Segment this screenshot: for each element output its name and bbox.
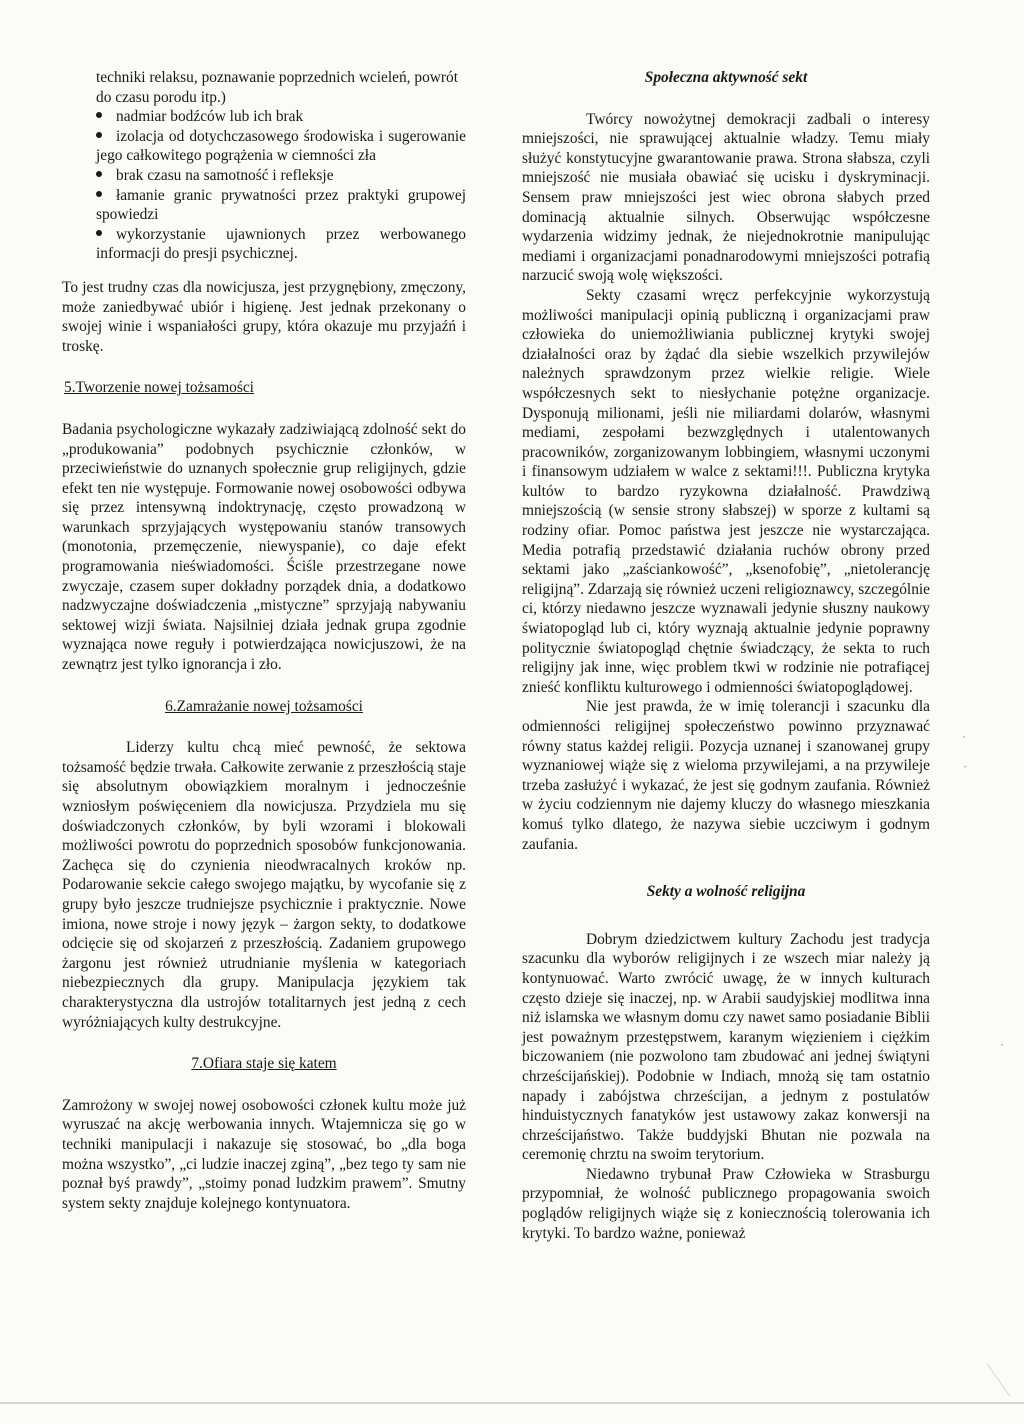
right-column xyxy=(522,68,930,1243)
manipulation-bullet-list xyxy=(96,107,466,264)
paragraph-sects-manipulation: Sekty czasami wręcz perfekcyjnie wykorzystują możliwości manipulacji opinią publiczną i organizacjami praw człowieka do uniemożliwiania publicznej krytyki swojej działalności oraz by żądać dla siebie wszelkich przywilejów należnych sprawdzonym przez wielkie religie. Wiele współczesnych sekt to niesłychanie potężne organizacje. Dysponują milionami, jeśli nie miliardami dolarów, własnymi mediami, zespołami bezwzględnych i utalentowanych pracowników, zorganizowanym lobbingiem, własnymi uczonymi i finansowym udziałem w walce z sektami!!!. Publiczna krytyka kultów to bardzo ryzykowna działalność. Prawdziwą mniejszością (w sensie strony słabszej) w sporze z kultami są rodziny ofiar. Pomoc państwa jest jeszcze nie wystarczająca. Media potrafią przedstawić działania ruchów obrony przed sektami jako „zaściankowość”, „ksenofobię”, „nietolerancję religijną”. Zdarzają się również uczeni religioznawcy, szczególnie ci, którzy niedawno jeszcze wyznawali jedynie słuszny naukowy światopogląd lub ci, który wyznają aktualnie jedynie poprawny politycznie światopogląd chętnie świadczący, że sekta to ruch religijny jak inne, więc problem tkwi w rodzinie nie potrafiącej znieść konfliktu kulturowego i odmienności światopoglądowej. xyxy=(522,286,930,696)
paragraph-freezing-identity: Liderzy kultu chcą mieć pewność, że sektowa tożsamość będzie trwała. Całkowite zerwanie z przeszłością staje się absolutnym obowiązkiem moralnym i jednocześnie wzniosłym poświęceniem dla nowicjusza. Przydziela mu się doświadczonych członków, by byli wzorami i blokowali możliwości powrotu do poprzednich sposobów funkcjonowania. Zachęca się do czynienia nieodwracalnych kroków np. Podarowanie sekcie całego swojego majątku, by wycofanie się z grupy było jeszcze trudniejsze psychicznie i praktycznie. Nowe imiona, nowe stroje i nowy język – żargon sekty, to dodatkowe odcięcie się od skojarzeń z przeszłością. Zadaniem grupowego żargonu jest również utrudnianie myślenia w kategoriach niebezpiecznych dla grupy. Manipulacja językiem tak charakterystyczna dla ustrojów totalitarnych jest jedną z cech wyróżniających kulty destrukcyjne. xyxy=(62,739,466,1031)
list-item: nadmiar bodźców lub ich brak xyxy=(96,107,466,127)
list-item: łamanie granic prywatności przez praktyki grupowej spowiedzi xyxy=(96,186,466,224)
bullet-icon xyxy=(96,230,102,236)
paragraph-tolerance: Nie jest prawda, że w imię tolerancji i szacunku dla odmienności religijnej społeczeństwo powinno przyznawać równy status każdej religii. Pozycja uznanej i szanowanej grupy wyznaniowej wiąże się z wieloma przywilejami, a na przywileje trzeba zasłużyć i wykazać, że jest się godnym zaufania. Również w życiu codziennym nie dajemy kluczy do własnego mieszkania komuś tylko dlatego, że nazywa siebie uczciwym i godnym zaufania. xyxy=(522,698,930,853)
bullet-icon xyxy=(96,191,102,197)
paragraph-strasbourg-tribunal: Niedawno trybunał Praw Człowieka w Strasburgu przypomniał, że wolność publicznego propagowania swoich poglądów religijnych wiąże się z koniecznością tolerowania ich krytyki. To bardzo ważne, ponieważ xyxy=(522,1165,930,1242)
bullet-icon xyxy=(96,171,102,177)
scan-speck: · xyxy=(1000,1038,1004,1052)
scan-corner-crease xyxy=(987,1363,1011,1396)
section-heading-religious-freedom: Sekty a wolność religijna xyxy=(646,883,806,901)
bullet-icon xyxy=(96,112,102,118)
section-heading-6: 6.Zamrażanie nowej tożsamości xyxy=(165,697,363,715)
paragraph-victim-becomes-executioner: Zamrożony w swojej nowej osobowości członek kultu może już wyruszać na akcję werbowania innych. Wtajemnicza się go w techniki manipulacji i nakazuje się stosować, bo „dla boga można wszystko”, „ci ludzie inaczej zginą”, „bez tego ty sam nie poznał byś prawdy”, „stoimy ponad ludzkim prawem”. Smutny system sekty znajduje kolejnego kontynuatora. xyxy=(62,1096,466,1212)
scan-edge-line xyxy=(0,1402,1024,1404)
list-item: izolacja od dotychczasowego środowiska i sugerowanie jego całkowitego pogrążenia w ciemności zła xyxy=(96,127,466,165)
bullet-icon xyxy=(96,132,102,138)
section-heading-social-activity: Społeczna aktywność sekt xyxy=(644,69,808,86)
scan-speck: · xyxy=(962,730,966,744)
paragraph-new-identity: Badania psychologiczne wykazały zadziwiającą zdolność sekt do „produkowania” podobnych psychicznie członków, w przeciwieństwie do uznanych społecznie grup religijnych, gdzie efekt ten nie występuje. Formowanie nowej osobowości odbywa się przez intensywną indoktrynację, często prowadzoną w warunkach sprzyjających występowaniu stanów transowych (monotonia, przemęczenie, niewyspanie), co daje efekt programowania nieświadomości. Ściśle przestrzegane nowe zwyczaje, czasem super dokładny porządek dnia, a dodatkowo nadzwyczajne doświadczenia „mistyczne” sprzyjają nabywaniu sektowej wizji świata. Najsilniej działa jednak grupa zgodnie wyznająca nowe reguły i potwierdzająca nowicjuszowi, że na zewnątrz jest tylko ignorancja i zło. xyxy=(62,420,466,674)
paragraph-minorities: Twórcy nowożytnej demokracji zadbali o interesy mniejszości, nie sprawującej aktualnie władzy. Temu miały służyć konstytucyjne gwarantowanie prawa. Strona słabsza, czyli mniejszość nie musiała obawiać się ucisku i dyskryminacji. Sensem praw mniejszości jest wiec obrona słabych przed dominacją aktualnie silnych. Obserwując współczesne wydarzenia widzimy jednak, że niejednokrotnie manipulując mediami i organizacjami ponadnarodowymi mniejszości potrafią narzucić swoją wolę większości. xyxy=(522,110,930,285)
section-heading-7: 7.Ofiara staje się katem xyxy=(191,1055,337,1073)
section-heading-5: 5.Tworzenie nowej tożsamości xyxy=(64,379,254,397)
list-item: wykorzystanie ujawnionych przez werbowanego informacji do presji psychicznej. xyxy=(96,225,466,263)
intro-continuation: techniki relaksu, poznawanie poprzednich wcieleń, powrót do czasu porodu itp.) xyxy=(96,69,458,106)
manipulation-methods-block xyxy=(62,68,466,264)
paragraph-tired-novice: To jest trudny czas dla nowicjusza, jest przygnębiony, zmęczony, może zaniedbywać ubiór i higienę. Jest jednak przekonany o swojej winie i wspaniałości grupy, która okazuje mu przyjaźń i troskę. xyxy=(62,278,466,355)
scan-speck: · xyxy=(963,760,967,774)
paragraph-western-heritage: Dobrym dziedzictwem kultury Zachodu jest tradycja szacunku dla wyborów religijnych i ze wszech miar należy ją kontynuować. Warto zwrócić uwagę, że w innych kulturach często dzieje się inaczej, np. w Arabii saudyjskiej modlitwa inna niż islamska we własnym domu czy nawet samo posiadanie Biblii jest poważnym przestępstwem, karanym więzieniem i ciężkim biczowaniem (nie pozwolono tam zbudować ani jednej świątyni chrześcijańskiej). Podobnie w Indiach, mnożą się tam ostatnio napady i zabójstwa chrześcijan, a jednym z postulatów hinduistycznych fanatyków jest ustawowy zakaz konwersji na chrześcijaństwo. Także buddyjski Bhutan nie pozwala na ceremonię chrztu na swoim terytorium. xyxy=(522,930,930,1164)
list-item: brak czasu na samotność i refleksje xyxy=(96,166,466,186)
left-column xyxy=(62,68,466,1213)
